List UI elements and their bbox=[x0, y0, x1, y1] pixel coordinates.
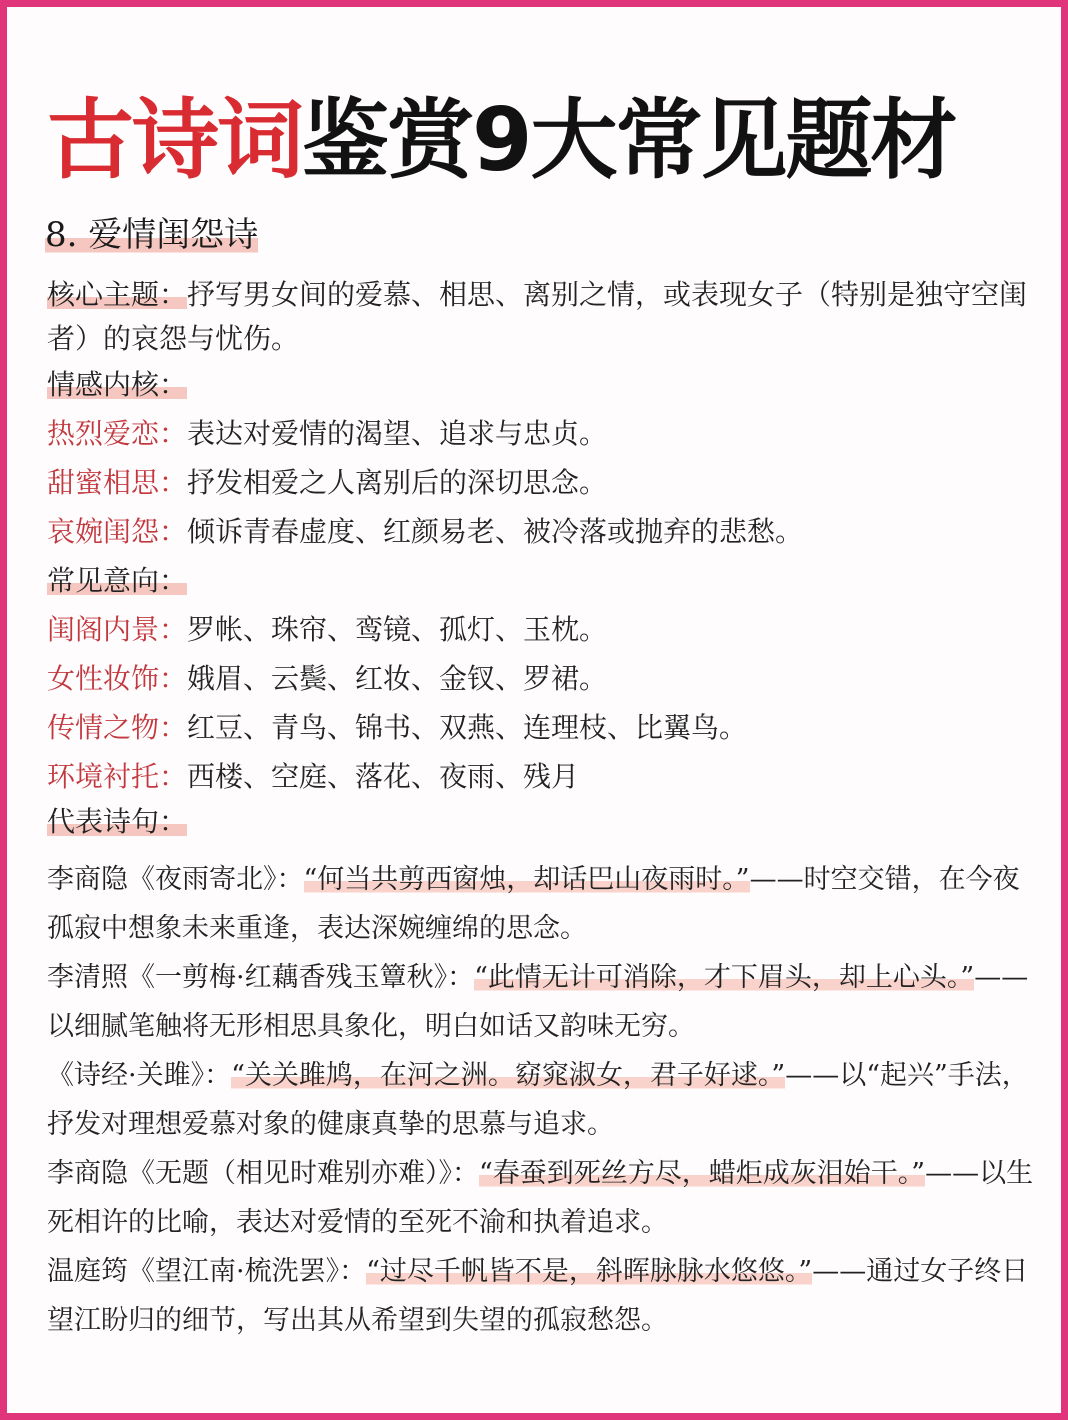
poem-source: 温庭筠《望江南·梳洗罢》： bbox=[47, 1256, 367, 1287]
imagery-item-text: 罗帐、珠帘、鸾镜、孤灯、玉枕。 bbox=[187, 613, 608, 646]
poem-entry bbox=[47, 855, 1037, 953]
imagery-item-label: 闺阁内景： bbox=[47, 613, 188, 646]
emotion-item-label: 热烈爱恋： bbox=[47, 417, 188, 450]
imagery-item bbox=[47, 608, 1037, 652]
poem-source: 《诗经·关雎》： bbox=[47, 1060, 232, 1091]
core-theme bbox=[47, 273, 1037, 361]
imagery-item-label: 传情之物： bbox=[47, 711, 188, 744]
poem-note: ——通过女子终日望江盼归的细节，写出其从希望到失望的孤寂愁怨。 bbox=[47, 1256, 1029, 1336]
poem-entry bbox=[47, 1149, 1037, 1247]
poem-quote: “何当共剪西窗烛，却话巴山夜雨时。” bbox=[303, 864, 750, 895]
poem-quote: “此情无计可消除，才下眉头，却上心头。” bbox=[474, 962, 975, 993]
emotion-item-label: 哀婉闺怨： bbox=[47, 515, 188, 548]
poem-entry bbox=[47, 953, 1037, 1051]
poems-heading-text: 代表诗句： bbox=[47, 805, 188, 838]
core-theme-label: 核心主题： bbox=[47, 278, 188, 311]
imagery-item-label: 环境衬托： bbox=[47, 760, 188, 793]
emotion-item-text: 表达对爱情的渴望、追求与忠贞。 bbox=[187, 417, 608, 450]
poem-source: 李清照《一剪梅·红藕香残玉簟秋》： bbox=[47, 962, 475, 993]
poem-quote: “过尽千帆皆不是，斜晖脉脉水悠悠。” bbox=[366, 1256, 813, 1287]
imagery-item bbox=[47, 706, 1037, 750]
poem-quote: “春蚕到死丝方尽，蜡炬成灰泪始干。” bbox=[479, 1158, 926, 1189]
poem-note: ——以“起兴”手法，抒发对理想爱慕对象的健康真挚的思慕与追求。 bbox=[47, 1060, 1029, 1140]
poem-note: ——以生死相许的比喻，表达对爱情的至死不渝和执着追求。 bbox=[47, 1158, 1034, 1238]
emotion-item-label: 甜蜜相思： bbox=[47, 466, 188, 499]
title-red-part: 古诗词 bbox=[47, 89, 302, 191]
emotion-item-text: 倾诉青春虚度、红颜易老、被冷落或抛弃的悲愁。 bbox=[187, 515, 804, 548]
poem-quote: “关关雎鸠，在河之洲。窈窕淑女，君子好逑。” bbox=[231, 1060, 786, 1091]
imagery-item bbox=[47, 755, 1037, 799]
imagery-item-text: 红豆、青鸟、锦书、双燕、连理枝、比翼鸟。 bbox=[187, 711, 748, 744]
imagery-item-label: 女性妆饰： bbox=[47, 662, 188, 695]
poem-note: ——以细腻笔触将无形相思具象化，明白如话又韵味无穷。 bbox=[47, 962, 1029, 1042]
core-theme-text: 抒写男女间的爱慕、相思、离别之情，或表现女子（特别是独守空闺者）的哀怨与忧伤。 bbox=[47, 278, 1028, 355]
section-heading-text: 8. 爱情闺怨诗 bbox=[45, 215, 259, 255]
poem-entry bbox=[47, 1247, 1037, 1345]
section-heading bbox=[45, 211, 258, 259]
poem-source: 李商隐《夜雨寄北》： bbox=[47, 864, 304, 895]
poem-source: 李商隐《无题（相见时难别亦难）》： bbox=[47, 1158, 479, 1189]
imagery-heading-text: 常见意向： bbox=[47, 564, 188, 597]
emotion-heading bbox=[47, 363, 1037, 407]
imagery-heading bbox=[47, 559, 1037, 603]
emotion-item bbox=[47, 412, 1037, 456]
imagery-item bbox=[47, 657, 1037, 701]
emotion-item bbox=[47, 461, 1037, 505]
imagery-item-text: 娥眉、云鬓、红妆、金钗、罗裙。 bbox=[187, 662, 608, 695]
imagery-item-text: 西楼、空庭、落花、夜雨、残月 bbox=[187, 760, 580, 793]
poem-note: ——时空交错，在今夜孤寂中想象未来重逢，表达深婉缠绵的思念。 bbox=[47, 864, 1020, 944]
emotion-item bbox=[47, 510, 1037, 554]
page-title bbox=[47, 85, 1057, 195]
emotion-item-text: 抒发相爱之人离别后的深切思念。 bbox=[187, 466, 608, 499]
poem-entry bbox=[47, 1051, 1037, 1149]
emotion-heading-text: 情感内核： bbox=[47, 368, 188, 401]
poems-heading bbox=[47, 800, 1037, 844]
title-black-part: 鉴赏9大常见题材 bbox=[302, 89, 956, 191]
